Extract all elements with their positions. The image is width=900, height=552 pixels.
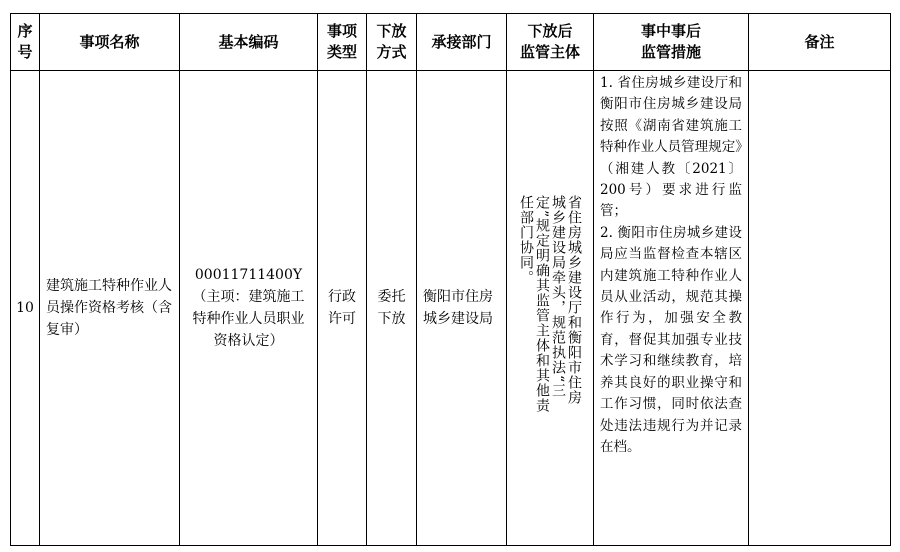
measure-item-2: 2. 衡阳市住房城乡建设局应当监督检查本辖区内建筑施工特种作业人员从业活动，规范其操作行为，加强安全教育，督促其加强专业技术学习和继续教育，培养其良好的职业操守和工作习惯，同时依法查处违法违规行为并记录在档。 [600,224,742,455]
header-supervisor: 下放后 监管主体 [507,14,594,71]
header-seq: 序 号 [11,14,40,71]
header-item-type: 事项 类型 [318,14,367,71]
cell-item-name: 建筑施工特种作业人员操作资格考核（含复审） [40,71,180,546]
header-remarks: 备注 [749,14,891,71]
header-devolve-mode: 下放 方式 [367,14,417,71]
header-measures: 事中事后 监管措施 [594,14,749,71]
cell-measures [594,71,749,546]
cell-remarks [749,71,891,546]
table-header-row [11,14,891,71]
header-item-name: 事项名称 [40,14,180,71]
devolved-items-table [10,13,891,546]
cell-basic-code [180,71,318,546]
cell-supervisor [507,71,594,546]
code-value: 00011711400Y [194,267,303,283]
header-basic-code: 基本编码 [180,14,318,71]
code-note: （主项：建筑施工特种作业人员职业资格认定） [192,289,305,349]
measure-item-1: 1. 省住房城乡建设厅和衡阳市住房城乡建设局按照《湖南省建筑施工特种作业人员管理规定》（湘建人教〔2021〕200号）要求进行监管； [600,75,742,220]
cell-receiving-dept: 衡阳市住房城乡建设局 [417,71,507,546]
header-receiving-dept: 承接部门 [417,14,507,71]
cell-seq: 10 [11,71,40,546]
cell-item-type: 行政许可 [318,71,367,546]
cell-devolve-mode: 委托下放 [367,71,417,546]
supervisor-text: 省住房城乡建设厅和衡阳市住房城乡建设局牵头，规范执法“三定”规定明确其监管主体和其他责任部门协同。 [518,194,582,413]
table-row [11,71,891,546]
